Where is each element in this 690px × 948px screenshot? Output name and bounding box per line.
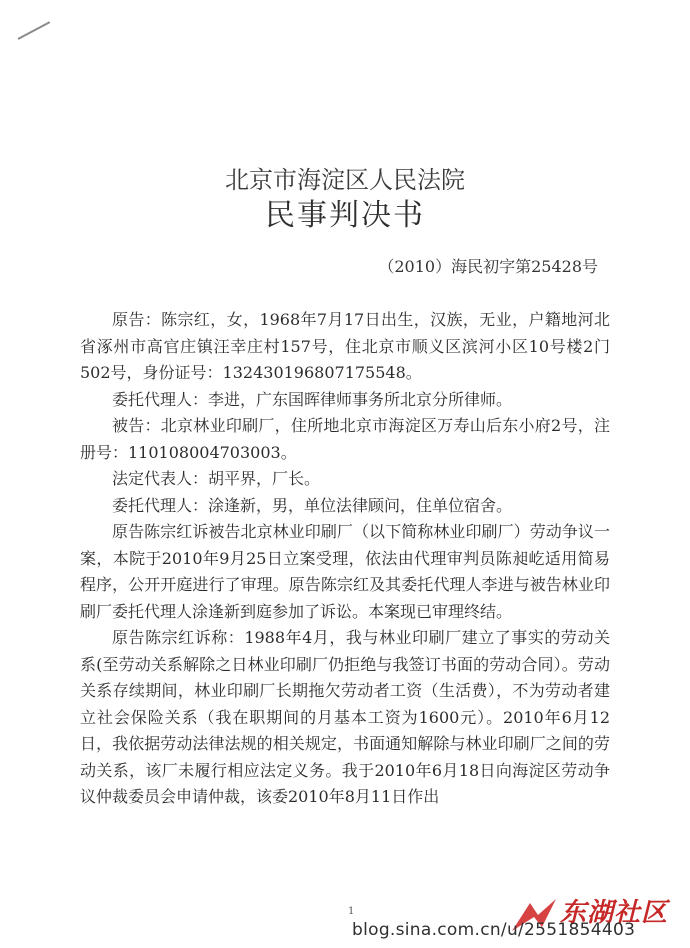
paragraph-case-summary: 原告陈宗红诉被告北京林业印刷厂（以下简称林业印刷厂）劳动争议一案，本院于2010年9月25日立案受理，依法由代理审判员陈昶屹适用简易程序，公开开庭进行了审理。原告陈宗红及其委托代理人李进与被告林业印刷厂委托代理人涂逢新到庭参加了诉讼。本案现已审理终结。 [80,522,610,621]
paragraph-defendant: 被告：北京林业印刷厂，住所地北京市海淀区万寿山后东小府2号，注册号：110108004703003。 [80,416,610,462]
document-title: 民事判决书 [265,198,425,233]
paragraph-plaintiff: 原告：陈宗红，女，1968年7月17日出生，汉族，无业，户籍地河北省涿州市高官庄镇汪幸庄村157号，住北京市顺义区滨河小区10号楼2门502号，身份证号：132430196807175548。 [80,310,610,382]
court-name: 北京市海淀区人民法院 [225,166,465,194]
watermark-site-name: 东湖社区 [560,898,669,928]
paragraph-plaintiff-agent: 委托代理人：李进，广东国晖律师事务所北京分所律师。 [112,389,513,409]
scan-pen-mark [18,21,51,40]
paragraph-legal-representative: 法定代表人：胡平界，厂长。 [112,469,321,488]
watermark-url[interactable]: blog.sina.com.cn/u/2551854403 [352,920,636,940]
judgment-body [80,307,610,811]
paragraph-plaintiff-claim: 原告陈宗红诉称：1988年4月，我与林业印刷厂建立了事实的劳动关系(至劳动关系解除之日林业印刷厂仍拒绝与我签订书面的劳动合同）。劳动关系存续期间，林业印刷厂长期拖欠劳动者工资（生活费），不为劳动者建立社会保险关系（我在职期间的月基本工资为1600元）。2010年6月12日，我依据劳动法律法规的相关规定，书面通知解除与林业印刷厂之间的劳动关系，该厂未履行相应法定义务。我于2010年6月18日向海淀区劳动争议仲裁委员会申请仲裁，该委2010年8月11日作出 [80,628,610,806]
case-number: （2010）海民初字第25428号 [378,257,598,276]
page-number: 1 [348,906,355,917]
paragraph-defendant-agent: 委托代理人：涂逢新，男，单位法律顾问，住单位宿舍。 [112,495,513,515]
